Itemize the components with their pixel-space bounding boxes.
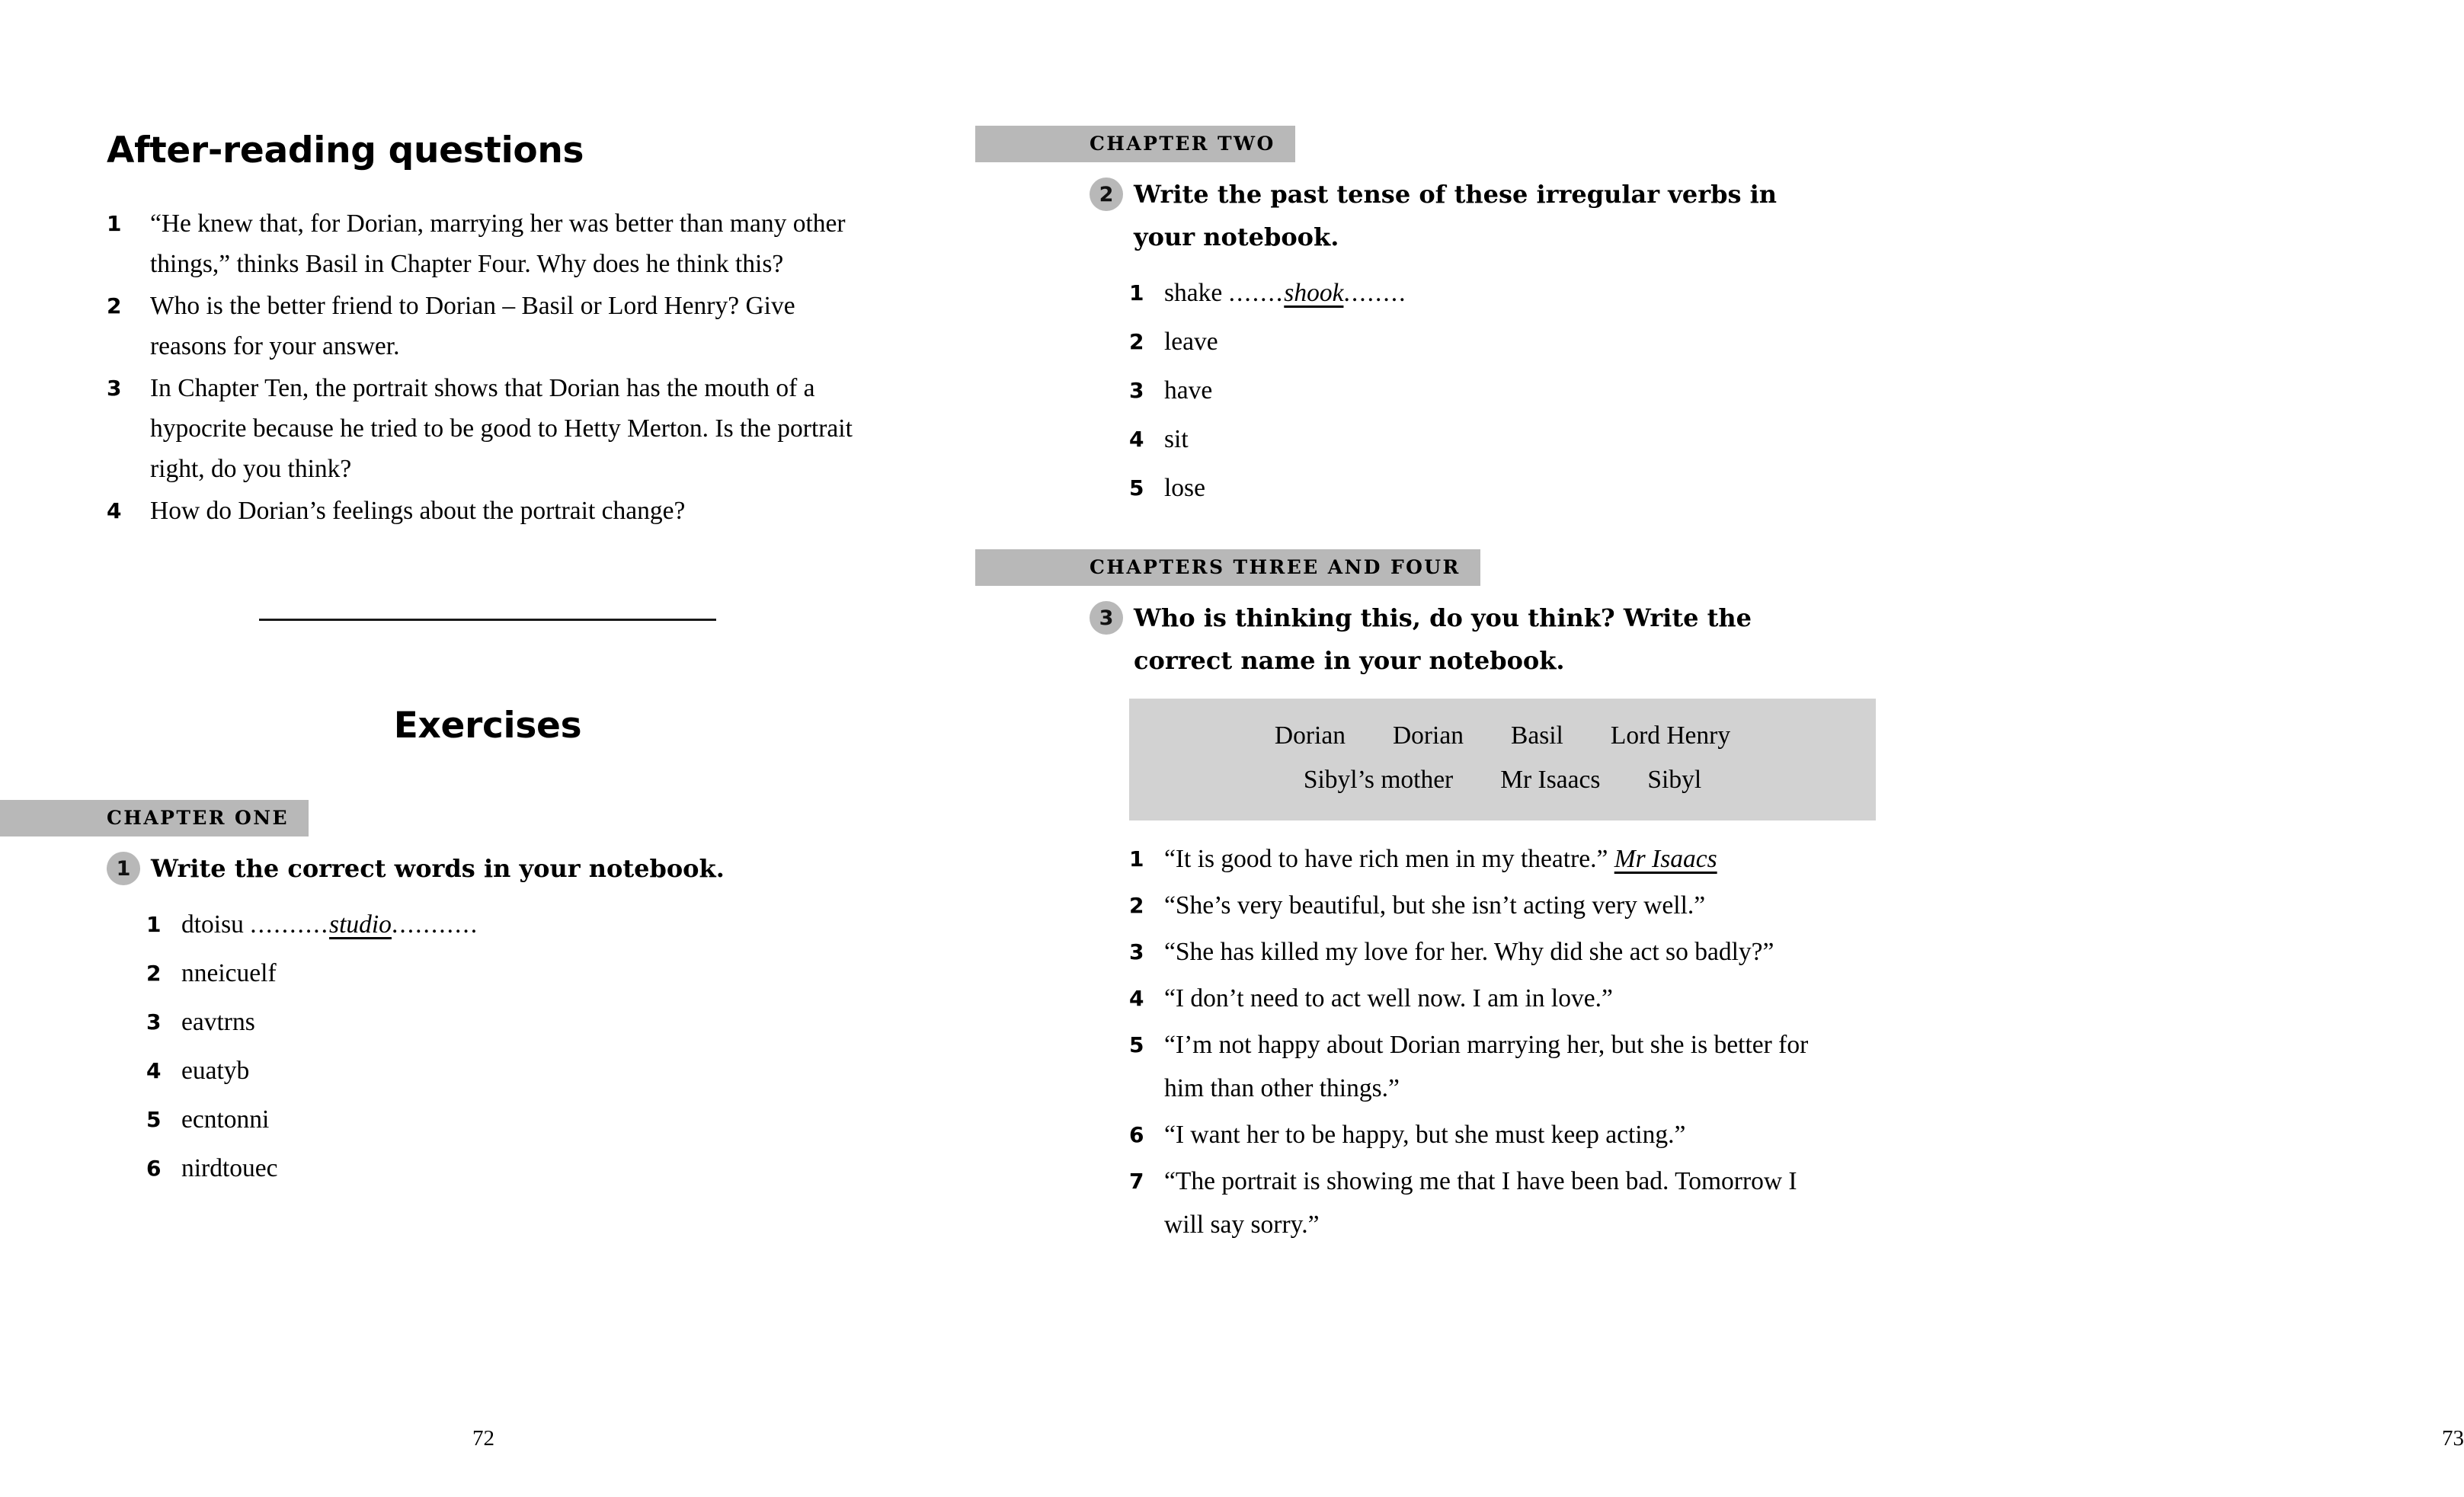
page-title-exercises: Exercises [393,705,582,747]
handwritten-answer: shook [1284,279,1344,307]
list-item [1129,1023,1836,1110]
item-number: 1 [107,211,122,236]
list-item [107,491,869,531]
item-number: 3 [107,376,122,401]
exercise-one-items [107,900,869,1193]
item-number: 2 [146,961,162,986]
item-text: In Chapter Ten, the portrait shows that Dorian has the mouth of a hypocrite because he tried to be good to Hetty Merton. Is the portrait right, do you think? [150,374,853,483]
exercise-two-items [1090,269,1836,513]
item-number: 5 [1129,1032,1144,1057]
list-item [146,900,869,949]
answer-dots-after: ........... [391,910,479,939]
chapter-band-two: CHAPTER TWO [975,126,1295,162]
right-page [975,0,2464,1497]
list-item [1129,977,1836,1020]
item-number: 7 [1129,1169,1144,1194]
item-number: 4 [146,1058,162,1083]
list-item [1129,884,1836,927]
item-text: lose [1164,474,1205,502]
after-reading-question-list [107,203,869,531]
list-item [1129,1160,1836,1246]
item-number: 2 [1129,893,1144,918]
exercise-number-badge: 1 [107,852,140,885]
word-bank-row [1160,758,1845,802]
word-bank-word: Basil [1510,721,1563,750]
item-number: 4 [107,498,122,523]
item-number: 3 [1129,939,1144,964]
item-text: “He knew that, for Dorian, marrying her was better than many other things,” thinks Basil in Chapter Four. Why does he think this? [150,210,846,278]
list-item [1129,464,1836,513]
item-text: “It is good to have rich men in my theatre.” [1164,845,1608,873]
item-number: 2 [1129,329,1144,354]
item-text: nirdtouec [181,1154,278,1182]
word-bank-word: Mr Isaacs [1500,766,1601,794]
item-text: leave [1164,328,1218,356]
item-number: 1 [146,912,162,937]
list-item [1129,930,1836,974]
answer-dots-after: ........ [1343,279,1407,307]
exercise-number-badge: 3 [1090,601,1123,635]
item-text: “She’s very beautiful, but she isn’t acting very well.” [1164,891,1706,920]
item-text: “She has killed my love for her. Why did she act so badly?” [1164,938,1774,966]
exercise-three [1090,597,1836,1246]
exercise-heading [1090,597,1836,682]
list-item [1129,269,1836,318]
item-text: “I’m not happy about Dorian marrying her, but she is better for him than other things.” [1164,1031,1809,1102]
exercise-two [1090,173,1836,513]
item-text: sit [1164,425,1189,453]
item-text: “I want her to be happy, but she must keep acting.” [1164,1121,1686,1149]
exercise-number-badge: 2 [1090,178,1123,211]
list-item [146,1144,869,1193]
section-divider [259,619,716,621]
item-number: 4 [1129,986,1144,1011]
item-number: 3 [146,1009,162,1035]
item-number: 6 [1129,1122,1144,1147]
item-number: 4 [1129,427,1144,452]
exercise-one [107,847,869,1193]
list-item [107,286,869,366]
item-text: eavtrns [181,1008,255,1036]
page-title-after-reading: After-reading questions [107,130,584,171]
handwritten-answer: Mr Isaacs [1614,845,1717,873]
word-bank-word: Dorian [1392,721,1464,750]
handwritten-answer: studio [329,910,392,939]
word-bank-row [1160,714,1845,758]
exercise-instruction: Write the correct words in your notebook. [151,854,725,883]
list-item [1129,415,1836,464]
list-item [146,1047,869,1096]
list-item [107,203,869,284]
chapter-band-three-four: CHAPTERS THREE AND FOUR [975,549,1480,586]
item-number: 2 [107,293,122,318]
item-text: dtoisu [181,910,244,939]
item-text: nneicuelf [181,959,277,987]
list-item [146,998,869,1047]
item-number: 5 [1129,475,1144,501]
exercise-three-quotes [1090,837,1836,1246]
list-item [1129,366,1836,415]
list-item [1129,318,1836,366]
item-text: ecntonni [181,1105,270,1134]
item-number: 1 [1129,280,1144,305]
item-number: 5 [146,1107,162,1132]
list-item [146,1096,869,1144]
list-item [107,368,869,489]
exercise-heading [1090,173,1836,258]
answer-dots-before: ....... [1228,279,1285,307]
chapter-band-one: CHAPTER ONE [0,800,309,836]
item-number: 6 [146,1156,162,1181]
exercise-instruction: Write the past tense of these irregular verbs in your notebook. [1134,180,1778,251]
item-text: How do Dorian’s feelings about the portrait change? [150,497,686,525]
word-bank-word: Lord Henry [1610,721,1731,750]
page-number-left: 72 [472,1426,494,1451]
word-bank [1129,699,1876,820]
word-bank-word: Sibyl’s mother [1303,766,1454,794]
item-text: “I don’t need to act well now. I am in love.” [1164,984,1613,1012]
item-text: Who is the better friend to Dorian – Basil or Lord Henry? Give reasons for your answer. [150,292,795,360]
list-item [146,949,869,998]
list-item [1129,837,1836,881]
item-text: “The portrait is showing me that I have been bad. Tomorrow I will say sorry.” [1164,1167,1797,1239]
item-number: 1 [1129,846,1144,872]
word-bank-word: Dorian [1274,721,1346,750]
left-page [0,0,975,1497]
exercise-heading [107,847,869,890]
exercise-instruction: Who is thinking this, do you think? Write the correct name in your notebook. [1134,603,1752,675]
item-text: shake [1164,279,1223,307]
word-bank-word: Sibyl [1647,766,1702,794]
item-text: have [1164,376,1213,405]
answer-dots-before: .......... [250,910,330,939]
list-item [1129,1113,1836,1156]
item-text: euatyb [181,1057,250,1085]
item-number: 3 [1129,378,1144,403]
page-number-right: 73 [2442,1426,2464,1451]
